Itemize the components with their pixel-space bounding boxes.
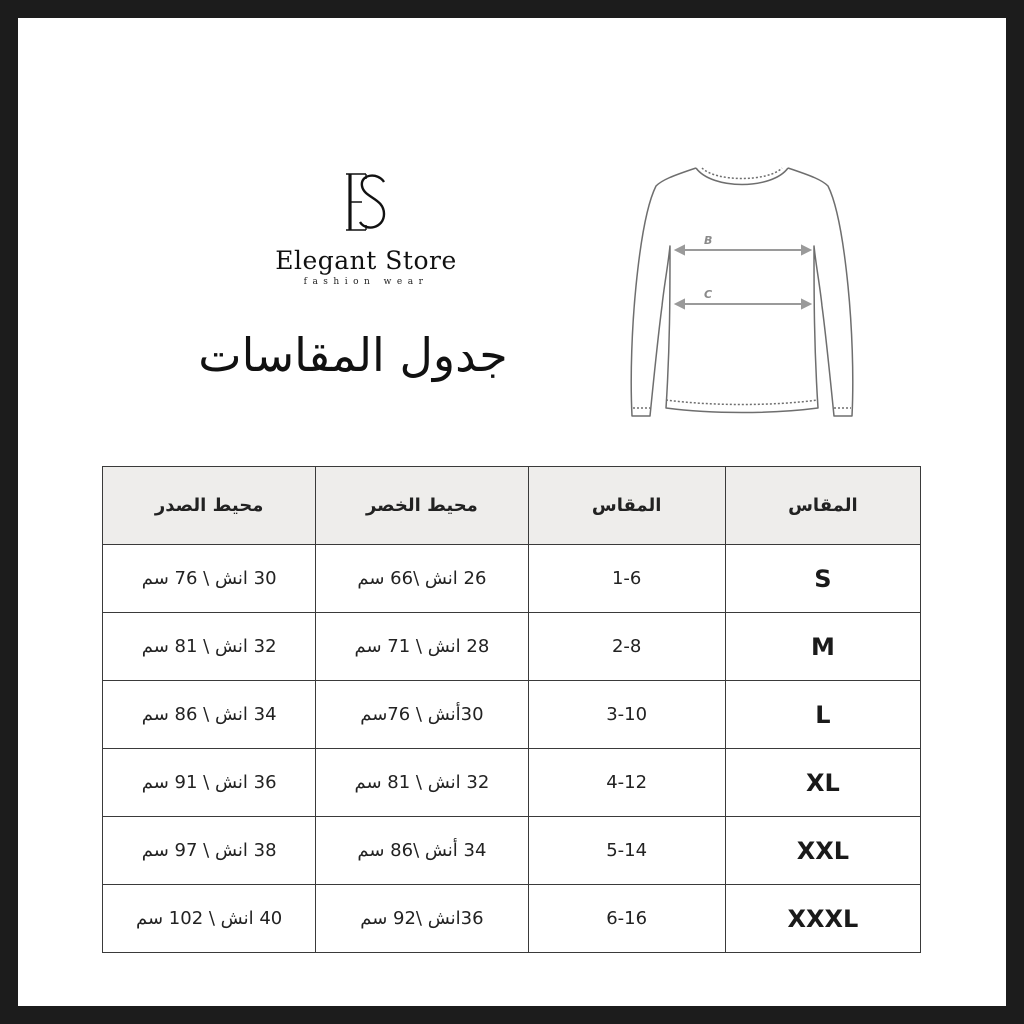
age-value: 4-12 bbox=[606, 772, 648, 793]
size-chart-table bbox=[102, 466, 921, 953]
table-row bbox=[103, 749, 921, 817]
table-row bbox=[103, 545, 921, 613]
age-value: 5-14 bbox=[606, 840, 648, 861]
chest-cell: 36 انش \ 91 سم bbox=[103, 749, 316, 817]
table-header-row bbox=[103, 467, 921, 545]
header-age: المقاس bbox=[528, 467, 725, 545]
table-row bbox=[103, 817, 921, 885]
header-size: المقاس bbox=[725, 467, 920, 545]
size-cell: S bbox=[725, 545, 920, 613]
table-row bbox=[103, 885, 921, 953]
age-cell bbox=[528, 817, 725, 885]
brand-monogram-icon bbox=[336, 168, 396, 240]
diagram-label-b: B bbox=[704, 234, 713, 247]
long-sleeve-shirt-diagram bbox=[612, 146, 876, 424]
age-cell bbox=[528, 545, 725, 613]
size-cell: M bbox=[725, 613, 920, 681]
page-title: جدول المقاسات bbox=[198, 328, 508, 382]
brand-logo bbox=[256, 168, 476, 287]
waist-cell: 32 انش \ 81 سم bbox=[316, 749, 528, 817]
page-frame bbox=[18, 18, 1006, 1006]
waist-cell: 30أنش \ 76سم bbox=[316, 681, 528, 749]
age-cell bbox=[528, 613, 725, 681]
diagram-label-c: C bbox=[704, 288, 713, 301]
brand-tagline: fashion wear bbox=[303, 277, 429, 287]
chest-cell: 40 انش \ 102 سم bbox=[103, 885, 316, 953]
chest-cell: 32 انش \ 81 سم bbox=[103, 613, 316, 681]
chest-cell: 30 انش \ 76 سم bbox=[103, 545, 316, 613]
brand-name: Elegant Store bbox=[275, 246, 457, 275]
age-value: 6-16 bbox=[606, 908, 648, 929]
waist-cell: 34 أنش \86 سم bbox=[316, 817, 528, 885]
waist-cell: 28 انش \ 71 سم bbox=[316, 613, 528, 681]
size-cell: XXL bbox=[725, 817, 920, 885]
header-waist: محيط الخصر bbox=[316, 467, 528, 545]
size-cell: XXXL bbox=[725, 885, 920, 953]
chest-cell: 38 انش \ 97 سم bbox=[103, 817, 316, 885]
age-value: 1-6 bbox=[611, 568, 642, 589]
header-chest: محيط الصدر bbox=[103, 467, 316, 545]
waist-cell: 26 انش \66 سم bbox=[316, 545, 528, 613]
chest-cell: 34 انش \ 86 سم bbox=[103, 681, 316, 749]
waist-cell: 36انش \92 سم bbox=[316, 885, 528, 953]
table-row bbox=[103, 613, 921, 681]
size-cell: L bbox=[725, 681, 920, 749]
age-value: 3-10 bbox=[606, 704, 648, 725]
age-value: 2-8 bbox=[611, 636, 642, 657]
size-cell: XL bbox=[725, 749, 920, 817]
age-cell bbox=[528, 681, 725, 749]
table-row bbox=[103, 681, 921, 749]
age-cell bbox=[528, 885, 725, 953]
age-cell bbox=[528, 749, 725, 817]
